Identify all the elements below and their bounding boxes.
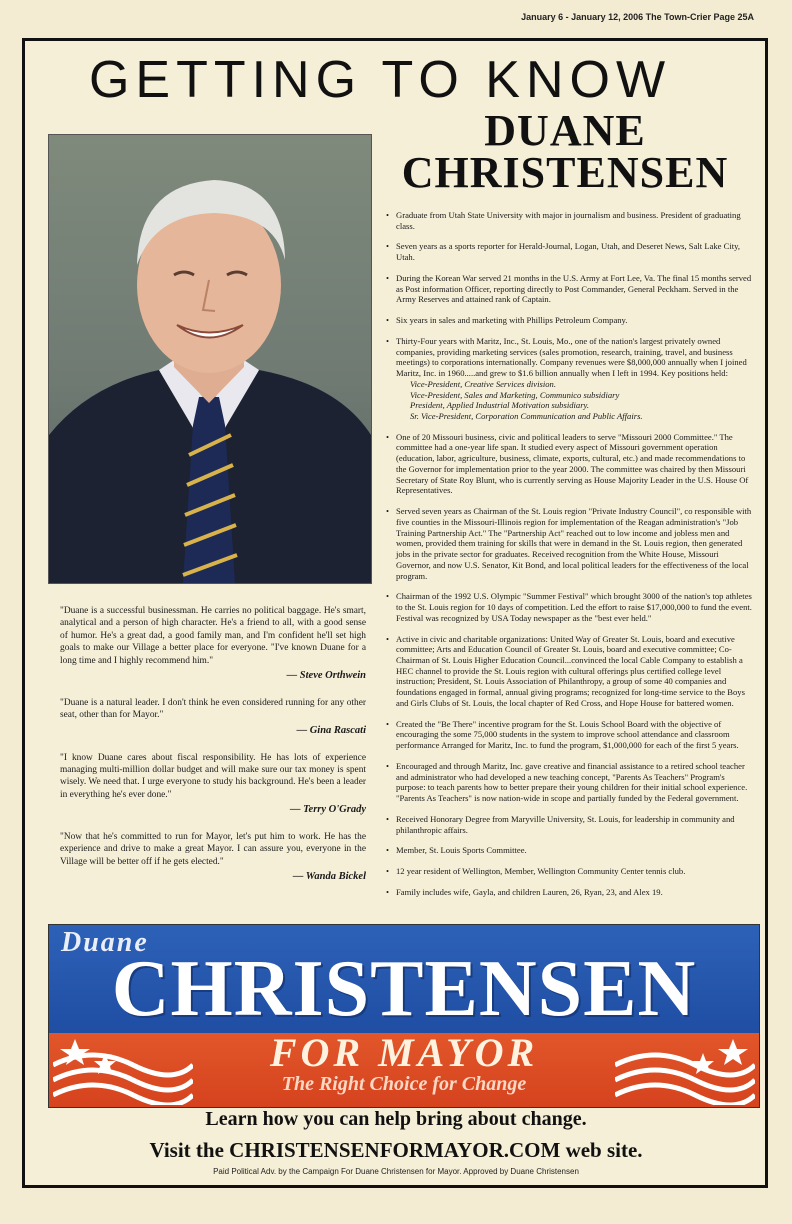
quote-author: — Wanda Bickel xyxy=(292,871,366,883)
quote-text: "Now that he's committed to run for Mayor, let's put him to work. He has the experience and drive to make a great Mayor. I can assure you, everyone in the Village will be better off if he gets elected." xyxy=(60,832,366,867)
bio-bullet-text: 12 year resident of Wellington, Member, Wellington Community Center tennis club. xyxy=(396,865,686,876)
website-line: Visit the CHRISTENSENFORMAYOR.COM web site. xyxy=(149,1138,643,1162)
bio-bullet xyxy=(384,761,752,804)
page-header: January 6 - January 12, 2006 The Town-Crier Page 25A xyxy=(521,12,754,22)
position-item: Vice-President, Sales and Marketing, Communico subsidiary xyxy=(410,389,620,400)
call-to-action-line: Learn how you can help bring about change. xyxy=(205,1108,587,1130)
bio-bullet xyxy=(384,634,752,709)
campaign-banner xyxy=(48,924,760,1108)
bio-bullet xyxy=(384,241,752,262)
bio-bullet xyxy=(384,845,752,856)
bio-bullet xyxy=(384,273,752,305)
bio-bullet xyxy=(384,887,752,898)
bio-bullet xyxy=(384,719,752,751)
bio-bullet xyxy=(384,591,752,623)
bio-bullet-text: Served seven years as Chairman of the St. Louis region "Private Industry Council", co responsible with five counties in the Missouri-Illinois region for implementation of the Reagan administration's "Job Training Partnership Act." The "Partnership Act" reached out to low income and jobless men and women, provided them training for skills that were in demand in the St. Louis region, then generated jobs in the private sector for graduates. Received recognition from the White House, Missouri Governor, and now U.S. Senator, Kit Bond, and local political leaders for the effectiveness of the local program. xyxy=(396,506,752,581)
bio-bullet-text: Graduate from Utah State University with major in journalism and business. President of graduating class. xyxy=(396,210,741,231)
bio-bullet-text: Chairman of the 1992 U.S. Olympic "Summer Festival" which brought 3000 of the nation's top athletes to the St. Louis region for 10 days of competition. Led the effort to raise $17,000,000 to fund the event. Festival was recognized by USA Today newspaper as the "best ever held." xyxy=(396,591,752,623)
bio-bullet-text: Thirty-Four years with Maritz, Inc., St. Louis, Mo., one of the nation's largest privately owned companies, providing marketing services (sales promotion, research, training, travel, and business meetings) to corporations internationally. Company revenues were $8,000,000 annually when I joined Maritz, Inc. in 1960.....and grew to $1.6 billion annually when I left in 1994. Key positions held: xyxy=(396,335,747,379)
position-item: Vice-President, Creative Services division. xyxy=(410,378,556,389)
banner-slogan: The Right Choice for Change xyxy=(281,1073,527,1095)
bio-bullet xyxy=(384,210,752,231)
quote-author: — Terry O'Grady xyxy=(289,804,366,816)
bio-bullet xyxy=(384,866,752,877)
bio-bullet-text: Encouraged and through Maritz, Inc. gave creative and financial assistance to a retired school teacher and administrator who had developed a new teaching concept, "Parents As Teachers" Program's purpose: to teach parents how to better prepare their young children for their initial school experience. "Parents As Teachers" is now nation-wide in scope and partially funded by the Federal government. xyxy=(396,760,748,804)
quote-text: "Duane is a successful businessman. He carries no political baggage. He's smart, analytical and a person of high character. He's a friend to all, with a good sense of humor. He's a great dad, a good family man, and I'm confident he'll set high goals to make our Village a better place for everyone. "I've known Duane for a long time and I highly recommend him." xyxy=(60,606,366,666)
banner-last-name: CHRISTENSEN xyxy=(111,945,697,1033)
position-item: Sr. Vice-President, Corporation Communication and Public Affairs. xyxy=(410,411,643,422)
candidate-last-name: CHRISTENSEN xyxy=(401,147,729,197)
candidate-photo xyxy=(48,134,372,584)
candidate-first-name: DUANE xyxy=(484,106,646,155)
bio-bullet-text: Family includes wife, Gayla, and children Lauren, 26, Ryan, 23, and Alex 19. xyxy=(396,886,663,897)
bio-bullet-text: One of 20 Missouri business, civic and political leaders to serve "Missouri 2000 Committee." The committee had a one-year life span. It studied every aspect of Missouri government operation (education, labor, agriculture, business, climate, exports, cultural, etc.) and made recommendations to the Governor for implementation prior to the year 2000. The committee was chaired by then Missouri Secretary of State Roy Blunt, who is currently serving as House Majority Leader in the U.S. House Of Representatives. xyxy=(396,431,749,496)
bio-bullet-text: Seven years as a sports reporter for Herald-Journal, Logan, Utah, and Deseret News, Salt Lake City, Utah. xyxy=(396,241,741,263)
endorsement-quote xyxy=(60,697,366,738)
bio-bullet-text: Received Honorary Degree from Maryville University, St. Louis, for leadership in community and philanthropic affairs. xyxy=(396,813,735,835)
endorsement-quote xyxy=(60,752,366,817)
candidate-name xyxy=(380,106,750,197)
quote-author: — Steve Orthwein xyxy=(286,670,366,682)
bio-bullet-text: Created the "Be There" incentive program for the St. Louis School Board with the objective of encouraging the some 75,000 students in the system to improve school attendance and classroom performance Arranged for Maritz, Inc. to fund the program, $1,000,000 for each of the first 5 years. xyxy=(396,718,739,751)
bio-bullet xyxy=(384,315,752,326)
paid-disclaimer: Paid Political Adv. by the Campaign For Duane Christensen for Mayor. Approved by Duane Christensen xyxy=(213,1167,579,1176)
bio-bullet-text: Six years in sales and marketing with Phillips Petroleum Company. xyxy=(396,315,628,326)
bio-bullet-text: Active in civic and charitable organizations: United Way of Greater St. Louis, board and executive committee; Arts and Education Council of Greater St. Louis, board and executive committee; Co-Chairman of St. Louis Higher Education Council...convinced the local Cable Company to establish a HEC channel to provide the St. Louis region with cultural offerings plus certified college level instruction; President, St. Louis Association of Philanthropy, a group of some 40 companies and foundations engaged in formal, annual giving programs; recognized for long-time service to the Boys and Girls Clubs of St. Louis, the local chapter of Red Cross, and Hope House for battered women. xyxy=(396,633,745,708)
banner-for-mayor: FOR MAYOR xyxy=(269,1030,539,1075)
quote-text: "Duane is a natural leader. I don't think he even considered running for any other seat, other than for Mayor." xyxy=(60,697,366,721)
bio-bullet xyxy=(384,336,752,422)
bio-bullet xyxy=(384,814,752,835)
headline: GETTING TO KNOW xyxy=(88,51,672,109)
quote-author: — Gina Rascati xyxy=(296,724,366,736)
bio-bullet-text: During the Korean War served 21 months in the U.S. Army at Fort Lee, Va. The final 15 months served as Post information Officer, reporting directly to Post Commander, General Peckham. Served in the Army Reserves and attained rank of Captain. xyxy=(396,272,752,305)
quote-text: "I know Duane cares about fiscal responsibility. He has lots of experience managing multi-million dollar budget and will make sure our tax money is spent wisely. We need that. I urge everyone to study his background. He's been a leader in everything he's ever done." xyxy=(60,752,366,800)
banner-first-name: Duane xyxy=(61,927,149,958)
endorsement-quote xyxy=(60,605,366,683)
endorsement-quotes xyxy=(60,605,366,898)
bio-bullet-list xyxy=(384,210,752,907)
endorsement-quote xyxy=(60,831,366,884)
position-item: President, Applied Industrial Motivation subsidiary. xyxy=(410,400,590,411)
bio-bullet xyxy=(384,506,752,581)
bio-bullet xyxy=(384,432,752,496)
bio-bullet-text: Member, St. Louis Sports Committee. xyxy=(396,845,527,856)
